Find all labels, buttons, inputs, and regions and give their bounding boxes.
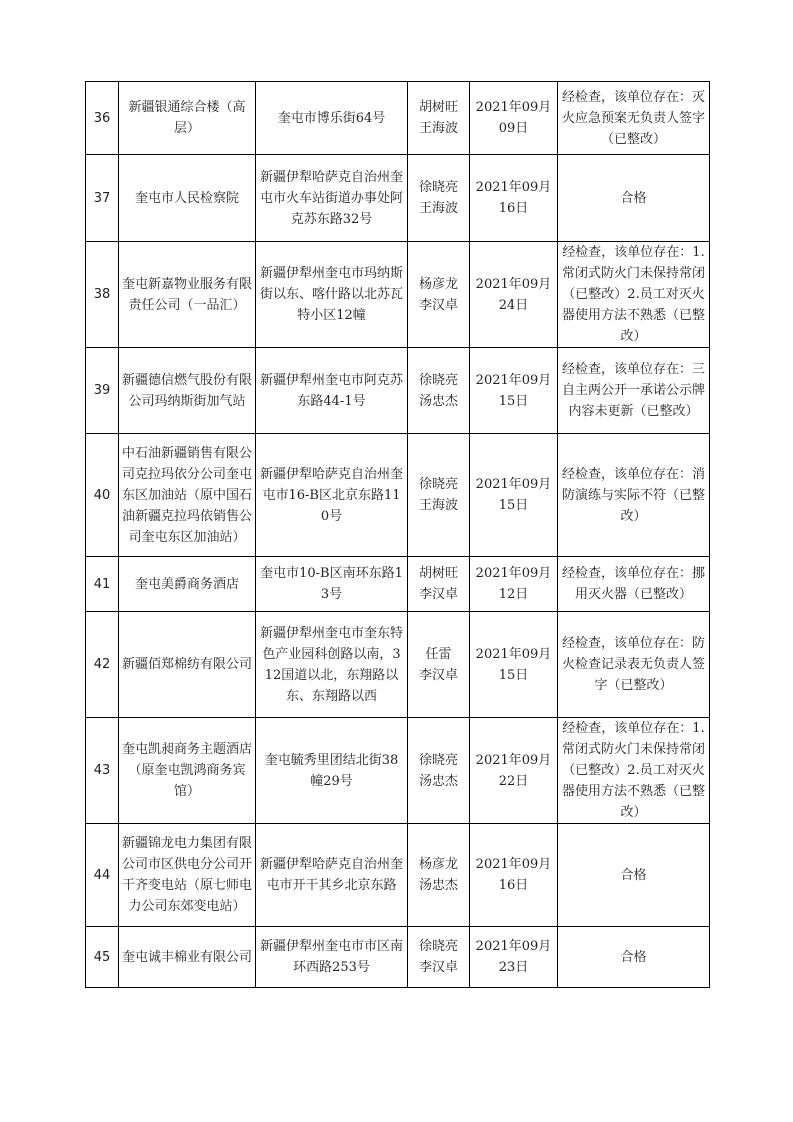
inspector-name: 胡树旺 <box>418 566 458 581</box>
row-number-cell: 43 <box>86 718 119 824</box>
row-number-cell: 36 <box>86 82 119 155</box>
address-cell: 新疆伊犁州奎屯市阿克苏东路44-1号 <box>256 348 408 434</box>
date-cell: 2021年09月15日 <box>470 434 558 557</box>
inspection-table <box>85 81 710 988</box>
row-number-cell: 42 <box>86 612 119 718</box>
row-number-cell: 44 <box>86 824 119 927</box>
address-cell: 新疆伊犁州奎屯市奎东特色产业园科创路以南，312国道以北，东翔路以东、东翔路以西 <box>256 612 408 718</box>
unit-name-cell: 新疆德信燃气股份有限公司玛纳斯街加气站 <box>119 348 256 434</box>
table-row <box>86 612 710 718</box>
row-number-cell: 45 <box>86 927 119 988</box>
date-cell: 2021年09月16日 <box>470 824 558 927</box>
inspector-name: 徐晓亮 <box>418 372 458 388</box>
date-cell: 2021年09月09日 <box>470 82 558 155</box>
result-cell: 合格 <box>558 155 710 242</box>
unit-name-cell: 奎屯市人民检察院 <box>119 155 256 242</box>
unit-name-cell: 奎屯美爵商务酒店 <box>119 557 256 612</box>
inspectors-cell <box>408 434 470 557</box>
unit-name-cell: 新疆佰郑棉纺有限公司 <box>119 612 256 718</box>
address-cell: 奎屯毓秀里团结北街38幢29号 <box>256 718 408 824</box>
unit-name-cell: 奎屯凯昶商务主题酒店（原奎屯凯鸿商务宾馆） <box>119 718 256 824</box>
table-row <box>86 824 710 927</box>
inspector-name: 汤忠杰 <box>418 393 458 409</box>
date-cell: 2021年09月15日 <box>470 348 558 434</box>
inspector-name: 徐晓亮 <box>418 939 458 954</box>
result-cell: 经检查，该单位存在：三自主两公开一承诺公示牌内容未更新（已整改） <box>558 348 710 434</box>
result-cell: 经检查，该单位存在：挪用灭火器（已整改） <box>558 557 710 612</box>
unit-name-cell: 奎屯诚丰棉业有限公司 <box>119 927 256 988</box>
date-cell: 2021年09月15日 <box>470 612 558 718</box>
row-number-cell: 37 <box>86 155 119 242</box>
inspector-name: 汤忠杰 <box>418 773 458 789</box>
address-cell: 新疆伊犁州奎屯市玛纳斯街以东、喀什路以北苏瓦特小区12幢 <box>256 242 408 348</box>
result-cell: 合格 <box>558 927 710 988</box>
inspector-name: 李汉卓 <box>418 667 458 683</box>
result-cell: 经检查，该单位存在：1.常闭式防火门未保持常闭（已整改）2.员工对灭火器使用方法不熟悉（已整改） <box>558 242 710 348</box>
result-cell: 合格 <box>558 824 710 927</box>
inspectors-cell <box>408 348 470 434</box>
date-cell: 2021年09月16日 <box>470 155 558 242</box>
table-row <box>86 82 710 155</box>
result-cell: 经检查，该单位存在：灭火应急预案无负责人签字（已整改） <box>558 82 710 155</box>
address-cell: 奎屯市10-B区南环东路13号 <box>256 557 408 612</box>
unit-name-cell: 新疆银通综合楼（高层） <box>119 82 256 155</box>
result-cell: 经检查，该单位存在：1.常闭式防火门未保持常闭（已整改）2.员工对灭火器使用方法不熟悉（已整改） <box>558 718 710 824</box>
table-row <box>86 718 710 824</box>
inspector-name: 王海波 <box>418 121 458 136</box>
inspectors-cell <box>408 927 470 988</box>
row-number-cell: 41 <box>86 557 119 612</box>
table-row <box>86 557 710 612</box>
table-body <box>86 82 710 988</box>
inspectors-cell <box>408 824 470 927</box>
inspector-name: 李汉卓 <box>418 960 458 975</box>
inspector-name: 王海波 <box>418 498 458 513</box>
inspector-name: 胡树旺 <box>418 100 458 115</box>
table-row <box>86 434 710 557</box>
unit-name-cell: 中石油新疆销售有限公司克拉玛依分公司奎屯东区加油站（原中国石油新疆克拉玛依销售公司奎屯东区加油站） <box>119 434 256 557</box>
table-row <box>86 927 710 988</box>
inspector-name: 任雷 <box>425 646 452 662</box>
table-row <box>86 242 710 348</box>
inspectors-cell <box>408 612 470 718</box>
inspector-name: 李汉卓 <box>418 587 458 602</box>
address-cell: 新疆伊犁哈萨克自治州奎屯市开干其乡北京东路 <box>256 824 408 927</box>
date-cell: 2021年09月23日 <box>470 927 558 988</box>
unit-name-cell: 新疆锦龙电力集团有限公司市区供电分公司开干齐变电站（原七师电力公司东郊变电站） <box>119 824 256 927</box>
unit-name-cell: 奎屯新嘉物业服务有限责任公司（一品汇） <box>119 242 256 348</box>
table-row <box>86 155 710 242</box>
address-cell: 奎屯市博乐街64号 <box>256 82 408 155</box>
row-number-cell: 38 <box>86 242 119 348</box>
inspector-name: 徐晓亮 <box>418 180 458 195</box>
inspectors-cell <box>408 242 470 348</box>
inspectors-cell <box>408 82 470 155</box>
inspectors-cell <box>408 557 470 612</box>
inspector-name: 杨彦龙 <box>418 857 458 872</box>
date-cell: 2021年09月24日 <box>470 242 558 348</box>
result-cell: 经检查，该单位存在：消防演练与实际不符（已整改） <box>558 434 710 557</box>
inspectors-cell <box>408 155 470 242</box>
table-row <box>86 348 710 434</box>
address-cell: 新疆伊犁哈萨克自治州奎屯市火车站街道办事处阿克苏东路32号 <box>256 155 408 242</box>
inspector-name: 徐晓亮 <box>418 477 458 492</box>
row-number-cell: 39 <box>86 348 119 434</box>
inspector-name: 王海波 <box>418 201 458 216</box>
inspector-name: 汤忠杰 <box>418 878 458 893</box>
inspector-name: 杨彦龙 <box>418 276 458 292</box>
result-cell: 经检查，该单位存在：防火检查记录表无负责人签字（已整改） <box>558 612 710 718</box>
address-cell: 新疆伊犁哈萨克自治州奎屯市16-B区北京东路110号 <box>256 434 408 557</box>
address-cell: 新疆伊犁州奎屯市市区南环西路253号 <box>256 927 408 988</box>
date-cell: 2021年09月12日 <box>470 557 558 612</box>
date-cell: 2021年09月22日 <box>470 718 558 824</box>
row-number-cell: 40 <box>86 434 119 557</box>
inspector-name: 李汉卓 <box>418 297 458 313</box>
inspectors-cell <box>408 718 470 824</box>
inspector-name: 徐晓亮 <box>418 752 458 768</box>
